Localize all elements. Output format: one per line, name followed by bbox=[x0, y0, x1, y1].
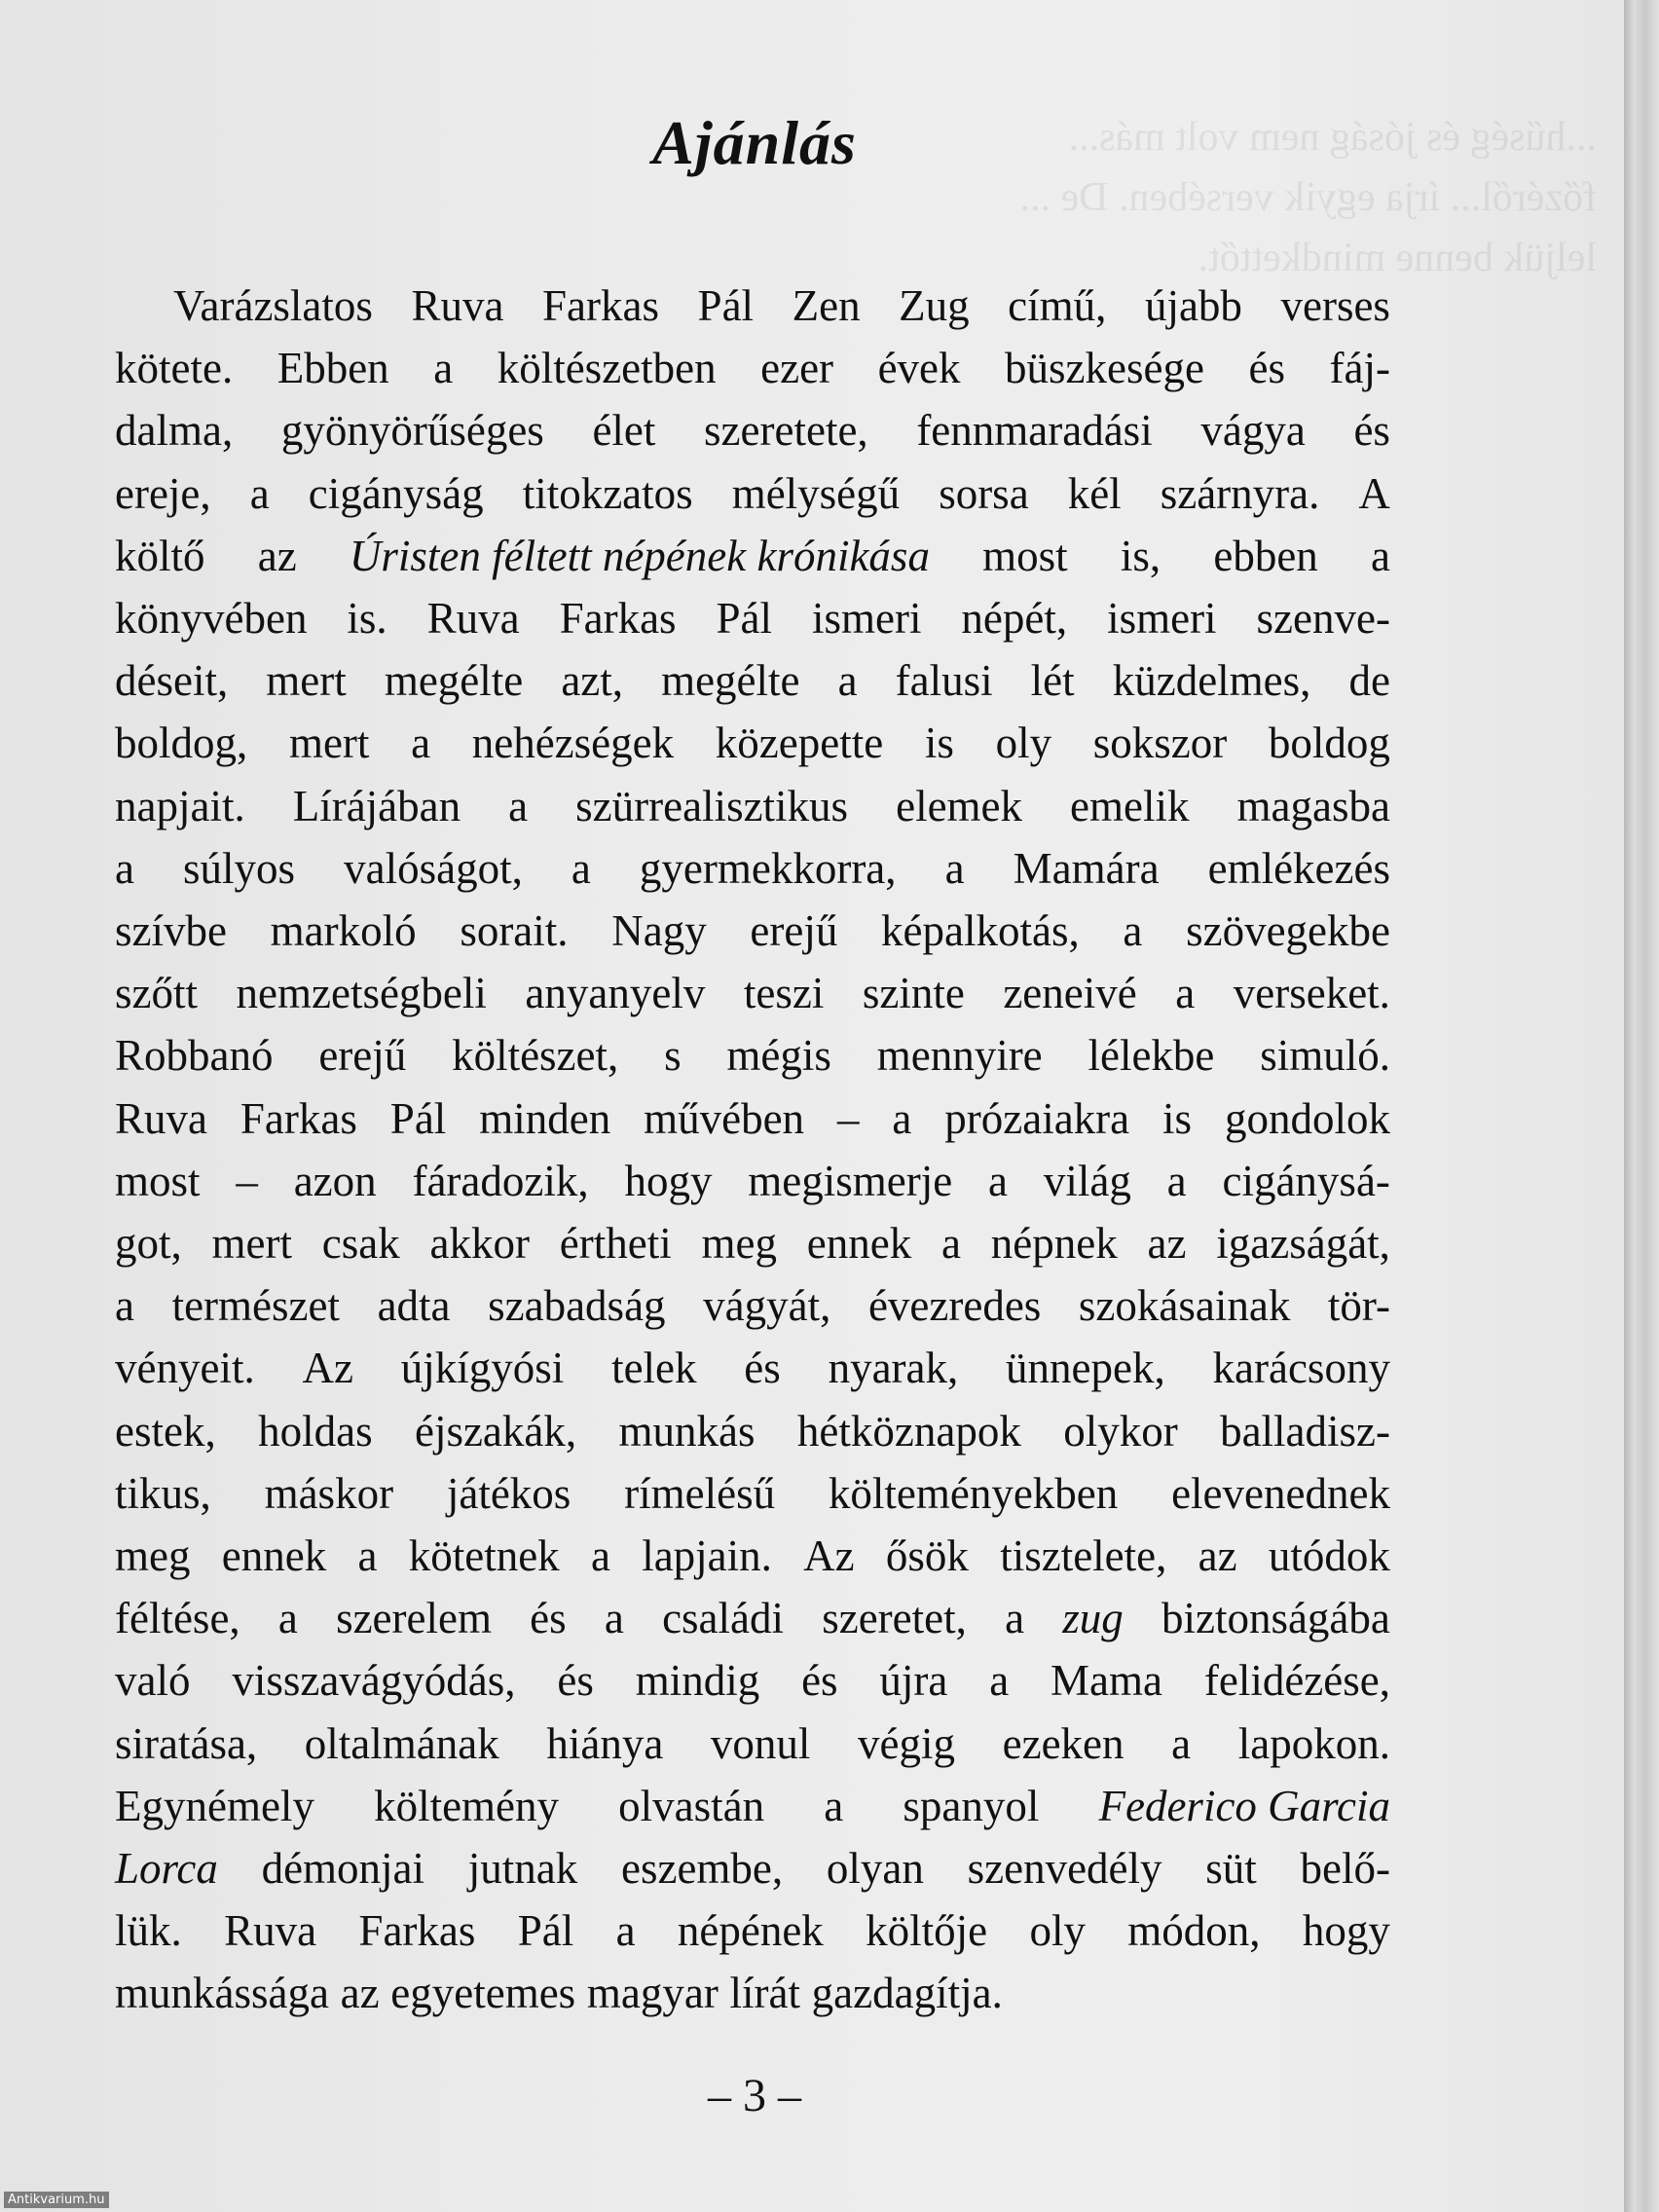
word: most bbox=[982, 531, 1068, 580]
word: Az bbox=[803, 1531, 855, 1581]
word: dalma, bbox=[115, 406, 234, 456]
word: a bbox=[837, 656, 858, 706]
word: munkás bbox=[618, 1406, 756, 1456]
word: évek bbox=[877, 344, 961, 393]
word: munkássága bbox=[115, 1969, 329, 2018]
word: holdas bbox=[258, 1406, 373, 1456]
word: a bbox=[1175, 969, 1196, 1018]
word: című, bbox=[1008, 281, 1107, 330]
word: népét, bbox=[961, 594, 1068, 644]
text-line bbox=[115, 1837, 1390, 1899]
word: sorsa bbox=[939, 468, 1029, 518]
word: a bbox=[944, 843, 965, 893]
word: nemzetségbeli bbox=[236, 969, 487, 1018]
word: játékos bbox=[446, 1468, 571, 1518]
word: ereje, bbox=[115, 468, 211, 518]
word: szőtt bbox=[115, 969, 198, 1018]
text-line bbox=[115, 1024, 1390, 1087]
word: szívbe bbox=[115, 906, 227, 956]
word: a bbox=[277, 1594, 298, 1643]
word: zug bbox=[1062, 1594, 1124, 1643]
word: a bbox=[249, 468, 270, 518]
word: vágyát, bbox=[703, 1281, 831, 1331]
word: népének bbox=[677, 1906, 824, 1956]
text-line bbox=[115, 525, 1390, 587]
word: Zen bbox=[792, 281, 861, 330]
word: utódok bbox=[1268, 1531, 1390, 1581]
word: a bbox=[1005, 1594, 1025, 1643]
word: meg bbox=[115, 1531, 191, 1581]
word: s bbox=[664, 1031, 682, 1081]
word: megélte bbox=[661, 656, 800, 706]
text-line bbox=[115, 1962, 1390, 2024]
text-line bbox=[115, 775, 1390, 837]
word: népnek bbox=[990, 1219, 1118, 1269]
word: és bbox=[1248, 344, 1285, 393]
word: Egynémely bbox=[115, 1781, 314, 1830]
word: Farkas bbox=[240, 1093, 357, 1143]
word: hogy bbox=[1302, 1906, 1390, 1956]
word: most bbox=[115, 1156, 201, 1205]
word: Ebben bbox=[276, 344, 389, 393]
word: végig bbox=[858, 1718, 956, 1768]
word: képalkotás, bbox=[881, 906, 1080, 956]
word: belő- bbox=[1300, 1844, 1390, 1894]
word: ennek bbox=[806, 1219, 912, 1269]
word: anyanyelv bbox=[525, 969, 706, 1018]
word: szenvedély bbox=[967, 1844, 1162, 1894]
page-number: – 3 – bbox=[708, 2070, 801, 2121]
word: költészet, bbox=[452, 1031, 619, 1081]
word: és bbox=[1353, 406, 1390, 456]
word: Robbanó bbox=[115, 1031, 274, 1081]
word: Nagy bbox=[611, 906, 707, 956]
word: a bbox=[988, 1156, 1009, 1205]
word: a bbox=[892, 1093, 912, 1143]
word: got, bbox=[115, 1219, 182, 1269]
word: ezeken bbox=[1002, 1718, 1124, 1768]
word: erejű bbox=[318, 1031, 407, 1081]
text-line bbox=[115, 962, 1390, 1024]
text-line bbox=[115, 1088, 1390, 1150]
word: oly bbox=[1029, 1906, 1086, 1956]
word: simuló. bbox=[1260, 1031, 1390, 1081]
text-line bbox=[115, 1525, 1390, 1587]
word: szenve- bbox=[1256, 594, 1390, 644]
word: költészetben bbox=[497, 344, 717, 393]
word: és bbox=[801, 1656, 838, 1706]
word: mert bbox=[266, 656, 347, 706]
word: éjszakák, bbox=[414, 1406, 577, 1456]
word: a bbox=[615, 1906, 636, 1956]
word: költője bbox=[866, 1906, 988, 1956]
word: ismeri bbox=[1107, 594, 1217, 644]
word: Zug bbox=[899, 281, 970, 330]
text-line bbox=[115, 712, 1390, 774]
text-line bbox=[115, 1775, 1390, 1837]
word: lük. bbox=[115, 1906, 182, 1956]
word: olykor bbox=[1063, 1406, 1178, 1456]
word: a bbox=[1171, 1718, 1192, 1768]
word: nyarak, bbox=[828, 1344, 959, 1393]
word: Varázslatos bbox=[173, 281, 373, 330]
word: ismeri bbox=[811, 594, 922, 644]
word: verseket. bbox=[1233, 969, 1390, 1018]
word: szabadság bbox=[488, 1281, 666, 1331]
word: minden bbox=[479, 1093, 611, 1143]
word: újkígyósi bbox=[400, 1344, 565, 1393]
word: vonul bbox=[710, 1718, 811, 1768]
word: Mama bbox=[1051, 1656, 1163, 1706]
word: Úristen féltett népének krónikása bbox=[349, 531, 930, 580]
word: boldog, bbox=[115, 719, 248, 768]
word: költemény bbox=[374, 1781, 560, 1830]
word: fáradozik, bbox=[412, 1156, 589, 1205]
word: estek, bbox=[115, 1406, 216, 1456]
word: elevenednek bbox=[1171, 1468, 1390, 1518]
word: megismerje bbox=[748, 1156, 953, 1205]
word: Lorca bbox=[115, 1844, 218, 1894]
word: balladisz- bbox=[1220, 1406, 1390, 1456]
word: a bbox=[433, 344, 454, 393]
word: telek bbox=[611, 1344, 697, 1393]
word: vényeit. bbox=[115, 1344, 255, 1393]
word: gazdagítja. bbox=[811, 1969, 1003, 2018]
word: vágya bbox=[1200, 406, 1306, 456]
word: világ bbox=[1043, 1156, 1131, 1205]
word: módon, bbox=[1127, 1906, 1261, 1956]
word: verses bbox=[1280, 281, 1390, 330]
word: mert bbox=[288, 719, 370, 768]
word: titokzatos bbox=[522, 468, 693, 518]
word: lélekbe bbox=[1088, 1031, 1215, 1081]
word: Pál bbox=[389, 1093, 447, 1143]
word: kötete. bbox=[115, 344, 234, 393]
word: falusi bbox=[895, 656, 993, 706]
page-edge bbox=[1624, 0, 1659, 2212]
word: való bbox=[115, 1656, 191, 1706]
word: a bbox=[571, 843, 591, 893]
word: újabb bbox=[1144, 281, 1242, 330]
word: kötetnek bbox=[408, 1531, 560, 1581]
word: költő bbox=[115, 531, 205, 580]
word: lét bbox=[1030, 656, 1075, 706]
word: szokásainak bbox=[1078, 1281, 1291, 1331]
word: és bbox=[530, 1594, 567, 1643]
word: a bbox=[989, 1656, 1010, 1706]
text-line bbox=[115, 587, 1390, 649]
word: napjait. bbox=[115, 781, 245, 830]
word: hogy bbox=[624, 1156, 713, 1205]
word: démonjai bbox=[261, 1844, 425, 1894]
word: oltalmának bbox=[304, 1718, 499, 1768]
word: máskor bbox=[264, 1468, 394, 1518]
word: felidézése, bbox=[1203, 1656, 1390, 1706]
word: olvastán bbox=[618, 1781, 765, 1830]
word: megélte bbox=[384, 656, 524, 706]
word: Ruva bbox=[426, 594, 520, 644]
word: gondolok bbox=[1224, 1093, 1390, 1143]
word: csak bbox=[321, 1219, 400, 1269]
word: adta bbox=[377, 1281, 451, 1331]
word: teszi bbox=[743, 969, 825, 1018]
word: a bbox=[357, 1531, 378, 1581]
word: süt bbox=[1205, 1844, 1257, 1894]
word: és bbox=[744, 1344, 781, 1393]
text-line bbox=[115, 1649, 1390, 1712]
word: déseit, bbox=[115, 656, 229, 706]
word: újra bbox=[879, 1656, 948, 1706]
word: Pál bbox=[716, 594, 773, 644]
word: élet bbox=[592, 406, 656, 456]
word: ezer bbox=[760, 344, 834, 393]
word: mennyire bbox=[876, 1031, 1043, 1081]
word: is, bbox=[1120, 531, 1161, 580]
word: költeményekben bbox=[828, 1468, 1119, 1518]
word: ennek bbox=[221, 1531, 327, 1581]
word: kél bbox=[1067, 468, 1122, 518]
word: Pál bbox=[697, 281, 755, 330]
word: visszavágyódás, bbox=[232, 1656, 516, 1706]
word: évezredes bbox=[867, 1281, 1042, 1331]
text-line bbox=[115, 462, 1390, 525]
word: Az bbox=[302, 1344, 353, 1393]
word: Mamára bbox=[1013, 843, 1160, 893]
word: szinte bbox=[862, 969, 965, 1018]
text-line bbox=[115, 1713, 1390, 1775]
word: zeneivé bbox=[1003, 969, 1137, 1018]
word: családi bbox=[662, 1594, 784, 1643]
word: a bbox=[941, 1219, 962, 1269]
word: szövegekbe bbox=[1186, 906, 1390, 956]
word: az bbox=[1147, 1219, 1187, 1269]
word: A bbox=[1358, 468, 1390, 518]
word: természet bbox=[171, 1281, 340, 1331]
word: Ruva bbox=[411, 281, 504, 330]
word: sokszor bbox=[1092, 719, 1228, 768]
word: elemek bbox=[896, 781, 1023, 830]
text-line bbox=[115, 1587, 1390, 1649]
word: igazságát, bbox=[1216, 1219, 1390, 1269]
word: magyar bbox=[586, 1969, 719, 2018]
word: mélységű bbox=[731, 468, 901, 518]
word: – bbox=[236, 1156, 258, 1205]
word: cigányság bbox=[308, 468, 484, 518]
word: egyetemes bbox=[390, 1969, 576, 2018]
text-line bbox=[115, 649, 1390, 712]
word: erejű bbox=[750, 906, 838, 956]
text-line bbox=[115, 1899, 1390, 1962]
word: ünnepek, bbox=[1006, 1344, 1165, 1393]
text-line bbox=[115, 1150, 1390, 1212]
word: is. bbox=[347, 594, 387, 644]
word: Federico Garcia bbox=[1098, 1781, 1390, 1830]
word: értheti bbox=[559, 1219, 672, 1269]
word: is bbox=[1162, 1093, 1193, 1143]
word: karácsony bbox=[1212, 1344, 1390, 1393]
text-line bbox=[115, 1462, 1390, 1525]
word: művében bbox=[644, 1093, 805, 1143]
word: hiánya bbox=[546, 1718, 664, 1768]
word: lírát bbox=[729, 1969, 800, 2018]
word: olyan bbox=[826, 1844, 924, 1894]
text-line bbox=[115, 275, 1390, 337]
word: oly bbox=[995, 719, 1052, 768]
text-line bbox=[115, 1337, 1390, 1399]
word: Ruva bbox=[224, 1906, 317, 1956]
word: lapjain. bbox=[642, 1531, 772, 1581]
word: tikus, bbox=[115, 1468, 211, 1518]
word: magasba bbox=[1236, 781, 1390, 830]
word: féltése, bbox=[115, 1594, 240, 1643]
word: a bbox=[115, 1281, 134, 1331]
word: súlyos bbox=[183, 843, 296, 893]
word: a bbox=[1123, 906, 1143, 956]
word: szürrealisztikus bbox=[575, 781, 849, 830]
word: is bbox=[924, 719, 954, 768]
word: és bbox=[557, 1656, 594, 1706]
text-line bbox=[115, 900, 1390, 962]
word: szerelem bbox=[336, 1594, 492, 1643]
recommendation-paragraph bbox=[115, 275, 1390, 2025]
text-line bbox=[115, 1274, 1390, 1337]
word: az bbox=[257, 531, 297, 580]
text-line bbox=[115, 837, 1390, 900]
word: – bbox=[836, 1093, 860, 1143]
word: emlékezés bbox=[1207, 843, 1390, 893]
word: valóságot, bbox=[344, 843, 523, 893]
word: siratása, bbox=[115, 1718, 258, 1768]
word: spanyol bbox=[903, 1781, 1040, 1830]
word: Pál bbox=[517, 1906, 574, 1956]
word: nehézségek bbox=[471, 719, 675, 768]
word: meg bbox=[701, 1219, 778, 1269]
word: biztonságába bbox=[1161, 1594, 1390, 1643]
word: fennmaradási bbox=[916, 406, 1153, 456]
word: Ruva bbox=[115, 1093, 207, 1143]
word: mert bbox=[211, 1219, 293, 1269]
text-line bbox=[115, 337, 1390, 399]
word: Lírájában bbox=[292, 781, 461, 830]
word: küzdelmes, bbox=[1112, 656, 1311, 706]
show-through-text: ...hűség és jóság nem volt más... főzéről... írja egyik versében. De ... leljük benne mindkettőt. bbox=[1019, 115, 1597, 280]
word: lapokon. bbox=[1237, 1718, 1390, 1768]
word: azon bbox=[293, 1156, 377, 1205]
text-line bbox=[115, 1212, 1390, 1274]
word: közepette bbox=[715, 719, 884, 768]
word: tisztelete, bbox=[1000, 1531, 1167, 1581]
page-title: Ajánlás bbox=[652, 108, 857, 177]
word: tör- bbox=[1327, 1281, 1390, 1331]
watermark-label: Antikvarium.hu bbox=[4, 2192, 109, 2208]
word: fáj- bbox=[1329, 344, 1390, 393]
word: cigánysá- bbox=[1222, 1156, 1390, 1205]
word: a bbox=[590, 1531, 610, 1581]
word: a bbox=[1371, 531, 1390, 580]
word: Farkas bbox=[559, 594, 677, 644]
word: Farkas bbox=[542, 281, 659, 330]
word: a bbox=[824, 1781, 844, 1830]
text-line bbox=[115, 1400, 1390, 1462]
word: az bbox=[1198, 1531, 1237, 1581]
word: eszembe, bbox=[621, 1844, 784, 1894]
word: boldog bbox=[1268, 719, 1390, 768]
word: hétköznapok bbox=[796, 1406, 1021, 1456]
word: a bbox=[604, 1594, 624, 1643]
word: a bbox=[1166, 1156, 1187, 1205]
word: ebben bbox=[1213, 531, 1318, 580]
word: könyvében bbox=[115, 594, 308, 644]
word: Farkas bbox=[358, 1906, 476, 1956]
word: a bbox=[411, 719, 431, 768]
word: markoló bbox=[270, 906, 417, 956]
word: de bbox=[1348, 656, 1390, 706]
word: gyönyörűséges bbox=[280, 406, 544, 456]
word: azt, bbox=[561, 656, 624, 706]
word: mégis bbox=[726, 1031, 831, 1081]
word: ősök bbox=[885, 1531, 969, 1581]
word: prózaiakra bbox=[944, 1093, 1130, 1143]
word: büszkesége bbox=[1005, 344, 1204, 393]
word: szeretet, bbox=[822, 1594, 967, 1643]
word: a bbox=[508, 781, 529, 830]
word: rímelésű bbox=[624, 1468, 776, 1518]
word: jutnak bbox=[467, 1844, 578, 1894]
word: a bbox=[115, 843, 134, 893]
word: sorait. bbox=[460, 906, 569, 956]
word: szeretete, bbox=[704, 406, 868, 456]
text-line bbox=[115, 399, 1390, 461]
word: akkor bbox=[429, 1219, 531, 1269]
word: gyermekkorra, bbox=[639, 843, 897, 893]
word: az bbox=[340, 1969, 380, 2018]
word: emelik bbox=[1070, 781, 1190, 830]
word: mindig bbox=[635, 1656, 760, 1706]
word: szárnyra. bbox=[1160, 468, 1320, 518]
